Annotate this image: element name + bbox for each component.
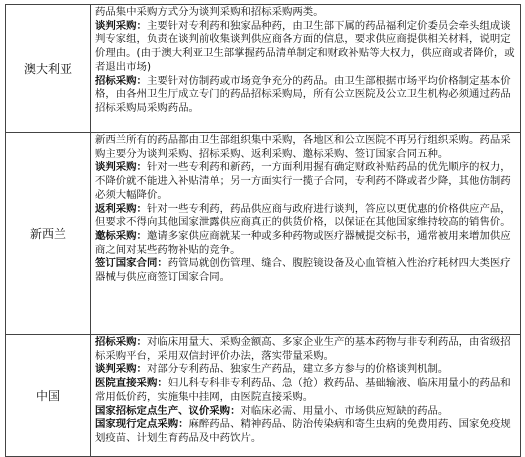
paragraph [95, 75, 516, 116]
paragraph [95, 336, 516, 363]
paragraph-text: 麻醉药品、精神药品、防治传染病和寄生虫病的免费用药、国家免疫规划疫苗、计划生育药品及中药饮片。 [95, 418, 511, 444]
content-cell [91, 133, 521, 335]
paragraph-label: 谈判采购： [95, 19, 147, 32]
content-cell [91, 5, 521, 133]
paragraph [95, 20, 516, 75]
paragraph [95, 377, 516, 404]
table-row [6, 335, 521, 457]
paragraph-label: 返利采购： [95, 202, 147, 215]
paragraph-text: 邀请多家供应商就某一种或多种药物或医疗器械提交标书，通常被用来增加供应商之间对某些药物补贴的竞争。 [95, 229, 511, 256]
country-cell: 澳大利亚 [6, 5, 91, 133]
paragraph [95, 230, 516, 257]
paragraph-label: 国家招标定点生产、议价采购： [95, 404, 241, 417]
paragraph-label: 招标采购： [95, 336, 147, 348]
paragraph-text: 妇儿科专科非专利药品、急（抢）救药品、基础输液、临床用量小的药品和常用低价药，实施集中挂网，由医院直接采购。 [95, 377, 511, 403]
paragraph-text: 新西兰所有的药品都由卫生部组织集中采购，各地区和公立医院不再另行组织采购。药品采购主要分为谈判采购、招标采购、返利采购、邀标采购、签订国家合同五种。 [95, 134, 511, 160]
paragraph-text: 针对一些专利药，药品供应商与政府进行谈判，答应以更优惠的价格供应产品，但要求不得向其他国家泄露供应商真正的供货价格，以保证在其他国家维持较高的销售价。 [95, 202, 511, 229]
paragraph-text: 主要针对专利药和独家品种药，由卫生部下属的药品福利定价委员会牵头组成谈判专家组，负责在谈判前收集谈判供应商各方面的信息，要求供应商提供相关材料，说明定价理由。(由于澳大利亚卫生部掌握药品清单制定和财政补贴等大权力，供应商或者降价，或者退出市场) [95, 19, 515, 73]
paragraph-text: 主要针对仿制药或市场竞争充分的药品。由卫生部根据市场平均价格制定基本价格，由各州卫生厅成立专门的药品招标采购局，所有公立医院及公立卫生机构必须通过药品招标采购局采购药品。 [95, 74, 511, 114]
paragraph-label: 谈判采购： [95, 363, 147, 376]
paragraph [95, 418, 516, 445]
table-row [6, 5, 521, 133]
paragraph [95, 363, 516, 377]
procurement-comparison-table [5, 4, 521, 457]
paragraph-label: 签订国家合同： [95, 257, 168, 270]
table-row [6, 133, 521, 335]
paragraph [95, 405, 516, 419]
paragraph-text: 对临床必需、用量小、市场供应短缺的药品。 [240, 404, 449, 417]
country-cell: 新西兰 [6, 133, 91, 335]
table-body [6, 5, 521, 457]
paragraph [95, 161, 516, 202]
paragraph-label: 谈判采购： [95, 161, 147, 174]
paragraph-label: 邀标采购： [95, 229, 147, 242]
country-cell: 中国 [6, 335, 91, 457]
paragraph [95, 134, 516, 161]
content-cell [91, 335, 521, 457]
paragraph-text: 对临床用量大、采购金额高、多家企业生产的基本药物与非专利药品，由省级招标采购平台，采用双信封评价办法，落实带量采购。 [95, 336, 511, 362]
paragraph-label: 国家现行定点采购： [95, 418, 189, 431]
paragraph-text: 针对一些专利药和新药，一方面利用握有确定财政补贴药品的优先顺序的权力，不降价就不能进入补贴清单；另一方面实行一揽子合同，专利药不降或者少降，其他仿制药必须大幅降价。 [95, 161, 511, 201]
paragraph [95, 257, 516, 284]
paragraph-label: 招标采购： [95, 74, 147, 87]
paragraph-text: 对部分专利药品、独家生产药品，建立多方参与的价格谈判机制。 [146, 363, 449, 376]
paragraph [95, 6, 516, 20]
paragraph [95, 203, 516, 230]
paragraph-text: 药管局就创伤管理、缝合、腹腔镜设备及心血管植入性治疗耗材四大类医疗器械与供应商签订国家合同。 [95, 257, 511, 284]
paragraph-text: 药品集中采购方式分为谈判采购和招标采购两类。 [95, 6, 324, 18]
paragraph-label: 医院直接采购： [95, 377, 168, 390]
